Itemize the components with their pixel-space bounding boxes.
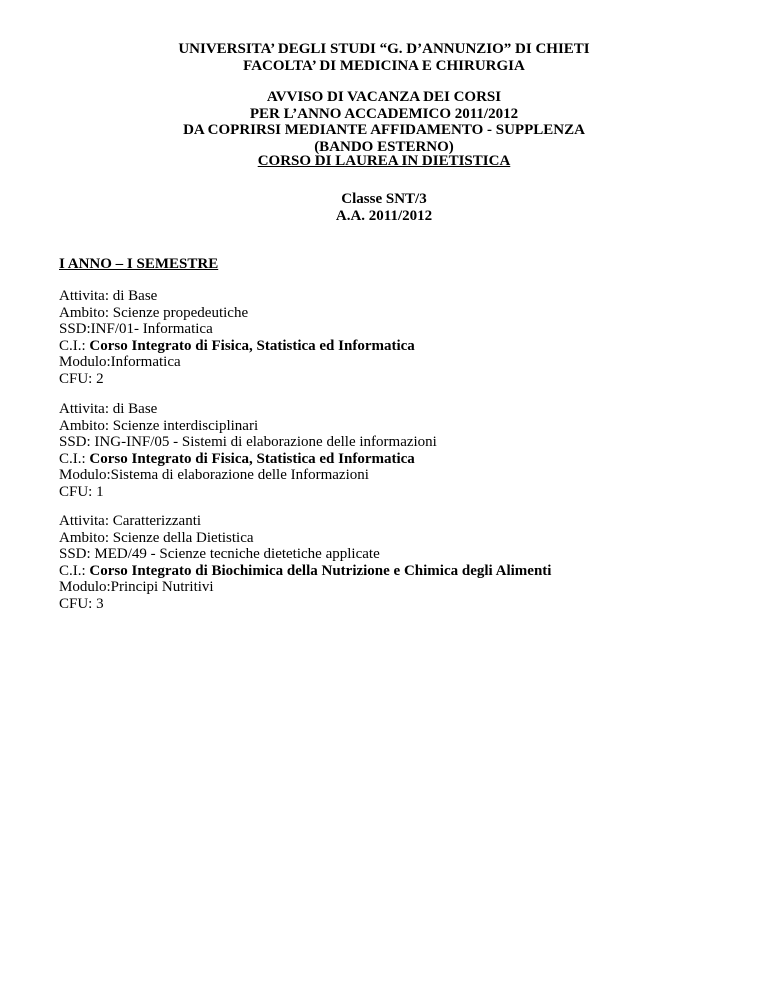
- academic-year: A.A. 2011/2012: [335, 207, 433, 224]
- entry-attivita: Attivita: Caratterizzanti: [59, 513, 202, 529]
- course-entry-3: [59, 513, 551, 612]
- entry-cfu: CFU: 3: [59, 595, 104, 612]
- course-class: Classe SNT/3: [341, 191, 427, 207]
- university-name: UNIVERSITA’ DEGLI STUDI “G. D’ANNUNZIO” DI CHIETI: [178, 41, 590, 57]
- entry-ci-label: C.I.:: [59, 450, 90, 467]
- entry-ssd: SSD: MED/49 - Scienze tecniche dietetiche applicate: [59, 546, 380, 562]
- entry-ambito: Ambito: Scienze interdisciplinari: [59, 417, 259, 434]
- entry-ci-name: Corso Integrato di Fisica, Statistica ed Informatica: [89, 337, 415, 354]
- section-title: I ANNO – I SEMESTRE: [59, 256, 219, 272]
- course-title: CORSO DI LAUREA IN DIETISTICA: [257, 153, 511, 169]
- faculty-name: FACOLTA’ DI MEDICINA E CHIRURGIA: [243, 57, 525, 74]
- entry-ssd: SSD:INF/01- Informatica: [59, 321, 213, 337]
- entry-cfu: CFU: 2: [59, 370, 104, 387]
- entry-ci-label: C.I.:: [59, 562, 90, 579]
- entry-attivita: Attivita: di Base: [59, 288, 158, 304]
- notice-line-3: DA COPRIRSI MEDIANTE AFFIDAMENTO - SUPPLENZA: [183, 122, 585, 138]
- notice-line-1: AVVISO DI VACANZA DEI CORSI: [266, 89, 502, 105]
- entry-modulo: Modulo:Principi Nutritivi: [59, 579, 214, 595]
- entry-ci: [59, 338, 415, 355]
- notice-heading: [0, 89, 768, 155]
- course-entry-1: [59, 288, 415, 387]
- course-entry-2: [59, 401, 437, 500]
- entry-cfu: CFU: 1: [59, 483, 104, 500]
- entry-ci: [59, 563, 551, 580]
- notice-line-2: PER L’ANNO ACCADEMICO 2011/2012: [249, 105, 519, 122]
- entry-modulo: Modulo:Sistema di elaborazione delle Informazioni: [59, 467, 369, 483]
- institution-header: [0, 41, 768, 74]
- course-title-block: [0, 153, 768, 170]
- entry-ci-name: Corso Integrato di Fisica, Statistica ed Informatica: [89, 450, 415, 467]
- entry-attivita: Attivita: di Base: [59, 401, 158, 417]
- entry-ci: [59, 451, 437, 468]
- entry-ssd: SSD: ING-INF/05 - Sistemi di elaborazione delle informazioni: [59, 434, 437, 450]
- entry-ambito: Ambito: Scienze propedeutiche: [59, 304, 249, 321]
- notice-line-4: (BANDO ESTERNO): [314, 138, 454, 155]
- entry-modulo: Modulo:Informatica: [59, 354, 181, 370]
- entry-ambito: Ambito: Scienze della Dietistica: [59, 529, 254, 546]
- course-info: [0, 191, 768, 224]
- entry-ci-label: C.I.:: [59, 337, 90, 354]
- entry-ci-name: Corso Integrato di Biochimica della Nutrizione e Chimica degli Alimenti: [89, 562, 552, 579]
